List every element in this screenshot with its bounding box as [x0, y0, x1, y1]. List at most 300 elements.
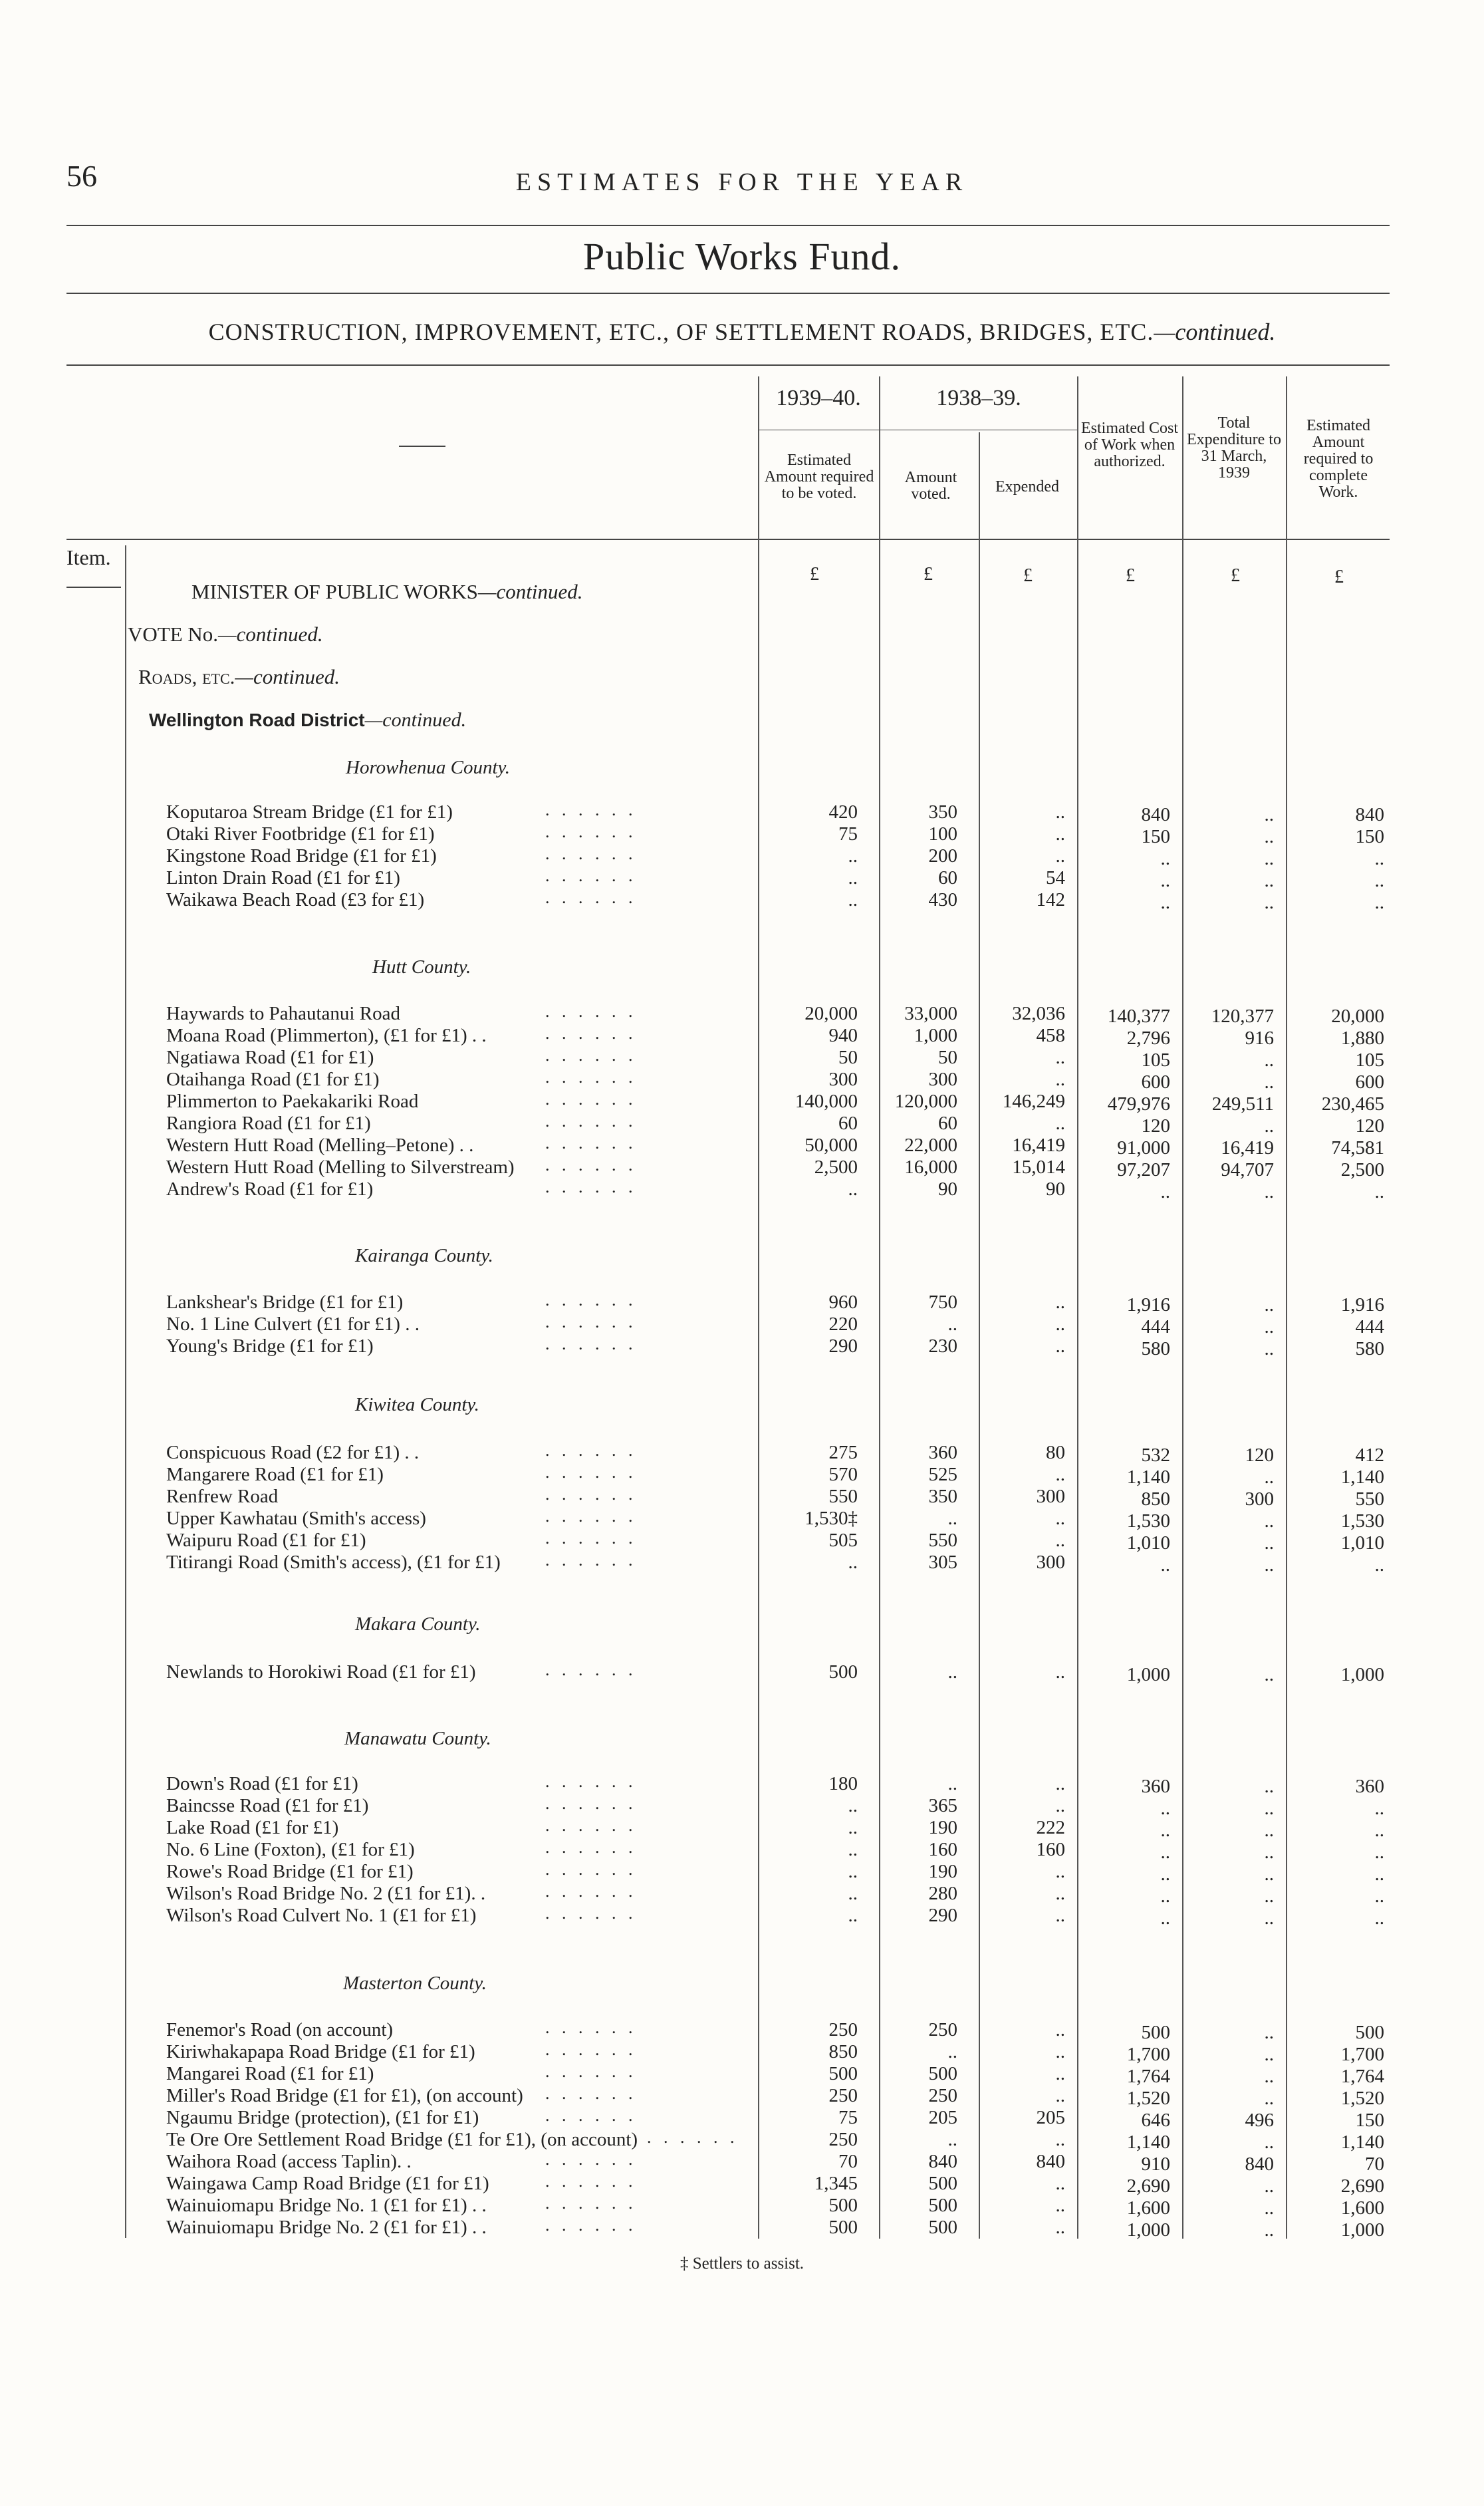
table-cell: ..: [1374, 1885, 1384, 1907]
leader-dots: . . . . . .: [545, 1528, 637, 1548]
table-cell: 250: [828, 2129, 858, 2150]
table-cell: ..: [848, 1883, 858, 1904]
table-cell: ..: [947, 1314, 957, 1335]
table-cell: 120,000: [894, 1091, 957, 1112]
leader-dots: . . . . . .: [545, 800, 637, 819]
table-cell: ..: [1055, 2173, 1065, 2194]
table-cell: 2,500: [1340, 1159, 1384, 1181]
header-estimated-amount: Estimated Amount required to be voted.: [764, 452, 874, 502]
county-heading: Manawatu County.: [344, 1728, 491, 1749]
table-cell: ..: [1264, 2066, 1274, 2087]
table-cell: ..: [848, 867, 858, 889]
table-cell: 496: [1245, 2110, 1274, 2131]
table-cell: 205: [1036, 2107, 1065, 2128]
table-cell: 140,377: [1107, 1006, 1170, 1027]
table-cell: 50: [938, 1047, 957, 1068]
table-cell: 600: [1141, 1071, 1170, 1093]
table-cell: 360: [928, 1442, 957, 1463]
table-cell: 840: [1141, 804, 1170, 825]
table-cell: 1,520: [1340, 2088, 1384, 2109]
leader-dots: . . . . . .: [545, 1312, 637, 1331]
table-row-name: Waipuru Road (£1 for £1): [166, 1530, 366, 1551]
table-row-name: Down's Road (£1 for £1): [166, 1773, 358, 1794]
table-row-name: Titirangi Road (Smith's access), (£1 for £1): [166, 1552, 501, 1573]
unit-col-3: £: [1023, 565, 1033, 586]
table-cell: 550: [928, 1530, 957, 1551]
table-cell: ..: [1264, 892, 1274, 913]
leader-dots: . . . . . .: [545, 1484, 637, 1504]
table-cell: ..: [1264, 1798, 1274, 1819]
table-cell: ..: [947, 1508, 957, 1529]
table-cell: ..: [1374, 1907, 1384, 1929]
table-row-name: Upper Kawhatau (Smith's access): [166, 1508, 426, 1529]
table-cell: ..: [1160, 1907, 1170, 1929]
table-cell: ..: [1264, 1532, 1274, 1554]
table-cell: ..: [848, 1552, 858, 1573]
table-cell: 500: [1141, 2022, 1170, 2043]
table-cell: ..: [1055, 1464, 1065, 1485]
table-cell: ..: [1264, 870, 1274, 891]
leader-dots: . . . . . .: [545, 1089, 637, 1109]
table-cell: 1,700: [1126, 2044, 1170, 2065]
table-cell: 290: [928, 1905, 957, 1926]
table-cell: 250: [928, 2019, 957, 2040]
table-cell: 290: [828, 1335, 858, 1357]
table-cell: 2,690: [1126, 2175, 1170, 2197]
county-heading: Hutt County.: [372, 956, 471, 978]
table-row-name: Wilson's Road Culvert No. 1 (£1 for £1): [166, 1905, 477, 1926]
table-cell: ..: [1055, 1314, 1065, 1335]
table-cell: 90: [938, 1179, 957, 1200]
county-heading: Kiwitea County.: [355, 1394, 479, 1415]
table-cell: 1,140: [1340, 2132, 1384, 2153]
table-cell: ..: [1055, 1773, 1065, 1794]
leader-dots: . . . . . .: [545, 1860, 637, 1879]
table-cell: ..: [1160, 1885, 1170, 1907]
leader-dots: . . . . . .: [545, 1334, 637, 1353]
table-cell: ..: [1264, 1820, 1274, 1841]
leader-dots: . . . . . .: [545, 2018, 637, 2037]
table-cell: 458: [1036, 1025, 1065, 1046]
leader-dots: . . . . . .: [545, 1881, 637, 1901]
table-cell: 140,000: [795, 1091, 858, 1112]
leader-dots: . . . . . .: [545, 1002, 637, 1021]
table-cell: 412: [1355, 1445, 1384, 1466]
leader-dots: . . . . . .: [545, 1550, 637, 1570]
table-cell: ..: [1160, 870, 1170, 891]
table-cell: 500: [828, 2217, 858, 2238]
table-cell: 916: [1245, 1028, 1274, 1049]
table-cell: 50,000: [804, 1135, 858, 1156]
table-row-name: Fenemor's Road (on account): [166, 2019, 394, 2040]
table-cell: ..: [1264, 1510, 1274, 1532]
table-cell: 2,500: [814, 1157, 858, 1178]
table-cell: 525: [928, 1464, 957, 1485]
table-cell: 430: [928, 889, 957, 910]
table-cell: 20,000: [804, 1003, 858, 1024]
table-cell: ..: [1055, 845, 1065, 867]
table-cell: ..: [1264, 1338, 1274, 1359]
unit-col-1: £: [810, 564, 819, 585]
leader-dots: . . . . . .: [545, 1441, 637, 1460]
leader-dots: . . . . . .: [545, 1816, 637, 1835]
table-cell: ..: [1374, 1181, 1384, 1202]
table-cell: 120: [1245, 1445, 1274, 1466]
table-cell: 2,690: [1340, 2175, 1384, 2197]
table-cell: ..: [1264, 2088, 1274, 2109]
table-cell: ..: [947, 2129, 957, 2150]
table-cell: 1,345: [814, 2173, 858, 2194]
table-cell: 80: [1046, 1442, 1065, 1463]
table-cell: 1,600: [1126, 2197, 1170, 2219]
table-cell: ..: [1055, 1905, 1065, 1926]
table-row-name: Waihora Road (access Taplin). .: [166, 2151, 412, 2172]
table-cell: ..: [1264, 1071, 1274, 1093]
table-cell: ..: [1055, 1883, 1065, 1904]
table-cell: 16,419: [1012, 1135, 1065, 1156]
table-cell: 150: [1355, 2110, 1384, 2131]
roads-heading: Roads, etc.—continued.: [138, 665, 340, 688]
table-cell: ..: [1055, 2063, 1065, 2084]
table-cell: 646: [1141, 2110, 1170, 2131]
table-cell: 97,207: [1117, 1159, 1170, 1181]
page-number: 56: [66, 159, 97, 193]
leader-dots: . . . . . .: [545, 1133, 637, 1153]
table-row-name: Western Hutt Road (Melling to Silverstream): [166, 1157, 515, 1178]
table-cell: ..: [848, 1839, 858, 1860]
table-cell: 479,976: [1107, 1093, 1170, 1115]
table-row-name: Ngaumu Bridge (protection), (£1 for £1): [166, 2107, 479, 2128]
table-cell: 60: [838, 1113, 858, 1134]
table-cell: 850: [828, 2041, 858, 2062]
table-cell: ..: [1374, 892, 1384, 913]
table-cell: ..: [1264, 1554, 1274, 1576]
table-cell: 840: [1036, 2151, 1065, 2172]
table-cell: ..: [848, 1179, 858, 1200]
table-row-name: Western Hutt Road (Melling–Petone) . .: [166, 1135, 474, 1156]
unit-col-4: £: [1126, 565, 1135, 586]
table-cell: ..: [1160, 892, 1170, 913]
table-cell: 190: [928, 1861, 957, 1882]
table-cell: ..: [1264, 1049, 1274, 1071]
table-cell: ..: [1055, 1047, 1065, 1068]
table-cell: 1,700: [1340, 2044, 1384, 2065]
leader-dots: . . . . . .: [545, 1462, 637, 1482]
rule-top: [66, 225, 1390, 226]
table-row-name: Wainuiomapu Bridge No. 2 (£1 for £1) . .: [166, 2217, 487, 2238]
leader-dots: . . . . . .: [545, 844, 637, 863]
table-cell: ..: [848, 1817, 858, 1838]
table-cell: ..: [1160, 1181, 1170, 1202]
table-cell: 500: [1355, 2022, 1384, 2043]
county-heading: Horowhenua County.: [346, 757, 511, 778]
leader-dots: . . . . . .: [545, 2040, 637, 2059]
header-estimated-cost: Estimated Cost of Work when authorized.: [1081, 420, 1178, 470]
county-heading: Makara County.: [355, 1613, 481, 1635]
table-cell: 500: [828, 1661, 858, 1683]
table-cell: ..: [1055, 2129, 1065, 2150]
table-row-name: Waingawa Camp Road Bridge (£1 for £1): [166, 2173, 489, 2194]
table-cell: 580: [1355, 1338, 1384, 1359]
table-cell: 105: [1355, 1049, 1384, 1071]
unit-col-5: £: [1231, 565, 1240, 586]
table-row-name: Conspicuous Road (£2 for £1) . .: [166, 1442, 420, 1463]
table-cell: 146,249: [1002, 1091, 1065, 1112]
table-cell: 60: [938, 1113, 957, 1134]
table-cell: 120: [1355, 1115, 1384, 1137]
table-cell: ..: [1264, 1181, 1274, 1202]
county-heading: Kairanga County.: [355, 1245, 493, 1266]
table-cell: 1,600: [1340, 2197, 1384, 2219]
table-row-name: Wilson's Road Bridge No. 2 (£1 for £1). .: [166, 1883, 486, 1904]
table-row-name: Linton Drain Road (£1 for £1): [166, 867, 400, 889]
table-cell: 750: [928, 1292, 957, 1313]
leader-dots: . . . . . .: [545, 2106, 637, 2125]
table-cell: ..: [848, 889, 858, 910]
table-cell: 54: [1046, 867, 1065, 889]
table-cell: ..: [1264, 848, 1274, 869]
table-cell: ..: [1264, 1907, 1274, 1929]
table-cell: 580: [1141, 1338, 1170, 1359]
table-cell: 222: [1036, 1817, 1065, 1838]
table-cell: 1,880: [1340, 1028, 1384, 1049]
leader-dots: . . . . . .: [545, 1660, 637, 1679]
table-row-name: No. 6 Line (Foxton), (£1 for £1): [166, 1839, 415, 1860]
header-1938-39: 1938–39.: [936, 386, 1021, 410]
table-row-name: No. 1 Line Culvert (£1 for £1) . .: [166, 1314, 420, 1335]
leader-dots: . . . . . .: [545, 1024, 637, 1043]
table-row-name: Rangiora Road (£1 for £1): [166, 1113, 371, 1134]
table-row-name: Wainuiomapu Bridge No. 1 (£1 for £1) . .: [166, 2195, 487, 2216]
table-cell: 15,014: [1012, 1157, 1065, 1178]
table-cell: 850: [1141, 1488, 1170, 1510]
table-cell: 360: [1355, 1776, 1384, 1797]
table-cell: 500: [928, 2217, 957, 2238]
table-cell: ..: [1055, 1292, 1065, 1313]
table-cell: ..: [1264, 2044, 1274, 2065]
table-cell: ..: [1055, 1861, 1065, 1882]
table-cell: 1,140: [1340, 1466, 1384, 1488]
leader-dots: . . . . . .: [545, 1155, 637, 1175]
footnote: ‡ Settlers to assist.: [680, 2255, 804, 2273]
table-cell: 32,036: [1012, 1003, 1065, 1024]
leader-dots: . . . . . .: [545, 2193, 637, 2213]
item-underline: [66, 587, 121, 588]
unit-col-2: £: [924, 564, 933, 585]
table-cell: 16,000: [904, 1157, 957, 1178]
leader-dots: . . . . . .: [545, 1794, 637, 1813]
table-cell: 120: [1141, 1115, 1170, 1137]
table-cell: 160: [928, 1839, 957, 1860]
table-row-name: Andrew's Road (£1 for £1): [166, 1179, 374, 1200]
table-cell: ..: [848, 1861, 858, 1882]
table-cell: 230,465: [1321, 1093, 1384, 1115]
table-cell: ..: [1160, 1820, 1170, 1841]
table-row-name: Lake Road (£1 for £1): [166, 1817, 339, 1838]
table-cell: ..: [1264, 1466, 1274, 1488]
table-cell: ..: [1374, 870, 1384, 891]
particulars-dash: [399, 446, 445, 447]
table-cell: ..: [1264, 1294, 1274, 1316]
table-cell: 1,000: [1126, 1664, 1170, 1685]
fund-title: Public Works Fund.: [583, 235, 901, 278]
table-cell: ..: [1264, 1115, 1274, 1137]
table-cell: ..: [1264, 1864, 1274, 1885]
leader-dots: . . . . . .: [545, 822, 637, 841]
table-cell: 33,000: [904, 1003, 957, 1024]
col-rule-6: [1286, 376, 1287, 2239]
table-row-name: Ngatiawa Road (£1 for £1): [166, 1047, 374, 1068]
minister-heading: MINISTER OF PUBLIC WORKS—continued.: [191, 580, 583, 603]
table-cell: 300: [1036, 1486, 1065, 1507]
table-cell: ..: [1264, 1664, 1274, 1685]
leader-dots: . . . . . .: [545, 1290, 637, 1310]
table-cell: 230: [928, 1335, 957, 1357]
table-cell: 1,140: [1126, 1466, 1170, 1488]
vote-heading: VOTE No.—continued.: [128, 623, 323, 646]
table-cell: ..: [1055, 1530, 1065, 1551]
table-cell: 100: [928, 823, 957, 845]
table-cell: 150: [1141, 826, 1170, 847]
table-cell: 250: [828, 2019, 858, 2040]
table-cell: 20,000: [1331, 1006, 1384, 1027]
table-cell: 1,764: [1126, 2066, 1170, 2087]
table-cell: 1,010: [1340, 1532, 1384, 1554]
table-cell: 1,530‡: [804, 1508, 858, 1529]
table-cell: 250: [928, 2085, 957, 2106]
table-cell: 600: [1355, 1071, 1384, 1093]
table-cell: 300: [1245, 1488, 1274, 1510]
table-cell: 160: [1036, 1839, 1065, 1860]
table-cell: ..: [1160, 848, 1170, 869]
header-expended: Expended: [995, 478, 1059, 495]
table-cell: 550: [1355, 1488, 1384, 1510]
table-cell: ..: [1374, 1798, 1384, 1819]
table-cell: 365: [928, 1795, 957, 1816]
table-cell: 1,000: [1340, 2219, 1384, 2241]
table-cell: ..: [1055, 2019, 1065, 2040]
table-cell: 120,377: [1211, 1006, 1274, 1027]
table-row-name: Young's Bridge (£1 for £1): [166, 1335, 374, 1357]
table-cell: 570: [828, 1464, 858, 1485]
leader-dots: . . . . . .: [545, 888, 637, 907]
table-cell: ..: [1264, 1316, 1274, 1337]
leader-dots: . . . . . .: [545, 2150, 637, 2169]
table-row-name: Miller's Road Bridge (£1 for £1), (on account): [166, 2085, 523, 2106]
table-cell: 75: [838, 823, 858, 845]
leader-dots: . . . . . .: [545, 1067, 637, 1087]
table-cell: 142: [1036, 889, 1065, 910]
table-cell: 550: [828, 1486, 858, 1507]
table-cell: 300: [828, 1069, 858, 1090]
table-row-name: Te Ore Ore Settlement Road Bridge (£1 for £1), (on account): [166, 2129, 638, 2150]
leader-dots: . . . . . .: [545, 1045, 637, 1065]
table-cell: ..: [1264, 2132, 1274, 2153]
table-cell: 960: [828, 1292, 858, 1313]
table-cell: 50: [838, 1047, 858, 1068]
county-heading: Masterton County.: [343, 1973, 487, 1994]
rule-under-title: [66, 293, 1390, 294]
table-row-name: Plimmerton to Paekakariki Road: [166, 1091, 419, 1112]
table-cell: 840: [928, 2151, 957, 2172]
table-row-name: Otaihanga Road (£1 for £1): [166, 1069, 380, 1090]
table-row-name: Haywards to Pahautanui Road: [166, 1003, 400, 1024]
table-row-name: Newlands to Horokiwi Road (£1 for £1): [166, 1661, 476, 1683]
table-row-name: Moana Road (Plimmerton), (£1 for £1) . .: [166, 1025, 487, 1046]
table-subtitle: CONSTRUCTION, IMPROVEMENT, ETC., OF SETTLEMENT ROADS, BRIDGES, ETC.—continued.: [208, 319, 1276, 345]
table-cell: ..: [1055, 1335, 1065, 1357]
table-cell: ..: [947, 2041, 957, 2062]
table-cell: ..: [848, 845, 858, 867]
table-row-name: Lankshear's Bridge (£1 for £1): [166, 1292, 404, 1313]
table-row-name: Otaki River Footbridge (£1 for £1): [166, 823, 435, 845]
table-cell: 74,581: [1331, 1137, 1384, 1159]
table-cell: 505: [828, 1530, 858, 1551]
table-cell: 1,000: [914, 1025, 957, 1046]
table-cell: ..: [1055, 2217, 1065, 2238]
table-cell: 500: [928, 2173, 957, 2194]
table-cell: ..: [1264, 804, 1274, 825]
leader-dots: . . . . . .: [545, 1177, 637, 1196]
table-cell: 220: [828, 1314, 858, 1335]
table-cell: ..: [947, 1661, 957, 1683]
table-row-name: Waikawa Beach Road (£3 for £1): [166, 889, 425, 910]
table-cell: 70: [838, 2151, 858, 2172]
table-cell: 190: [928, 1817, 957, 1838]
table-cell: 1,000: [1126, 2219, 1170, 2241]
running-head: ESTIMATES FOR THE YEAR: [515, 168, 969, 196]
table-cell: 22,000: [904, 1135, 957, 1156]
table-cell: ..: [1374, 1554, 1384, 1576]
table-cell: 1,916: [1340, 1294, 1384, 1316]
table-cell: 1,916: [1126, 1294, 1170, 1316]
table-cell: ..: [1055, 1508, 1065, 1529]
table-cell: 1,140: [1126, 2132, 1170, 2153]
table-cell: 444: [1141, 1316, 1170, 1337]
item-label: Item.: [66, 545, 111, 569]
table-cell: 840: [1355, 804, 1384, 825]
table-cell: 249,511: [1211, 1093, 1274, 1115]
table-cell: ..: [1160, 1798, 1170, 1819]
table-cell: ..: [1264, 2197, 1274, 2219]
table-cell: ..: [1055, 2041, 1065, 2062]
leader-dots: . . . . . .: [545, 1111, 637, 1131]
table-cell: ..: [1264, 1885, 1274, 1907]
table-cell: 305: [928, 1552, 957, 1573]
table-cell: 94,707: [1221, 1159, 1274, 1181]
table-cell: 1,764: [1340, 2066, 1384, 2087]
table-cell: 1,000: [1340, 1664, 1384, 1685]
leader-dots: . . . . . .: [545, 1903, 637, 1923]
table-cell: ..: [1160, 1554, 1170, 1576]
table-cell: ..: [1374, 1820, 1384, 1841]
table-cell: 105: [1141, 1049, 1170, 1071]
leader-dots: . . . . . .: [545, 2171, 637, 2191]
table-cell: 91,000: [1117, 1137, 1170, 1159]
table-cell: 180: [828, 1773, 858, 1794]
table-cell: 444: [1355, 1316, 1384, 1337]
table-cell: 350: [928, 1486, 957, 1507]
leader-dots: . . . . . .: [545, 1506, 637, 1526]
table-cell: ..: [1374, 848, 1384, 869]
table-cell: 500: [828, 2195, 858, 2216]
table-cell: 300: [1036, 1552, 1065, 1573]
table-cell: ..: [1264, 1776, 1274, 1797]
table-cell: ..: [947, 1773, 957, 1794]
table-cell: ..: [1264, 2022, 1274, 2043]
table-cell: ..: [1374, 1842, 1384, 1863]
table-cell: 16,419: [1221, 1137, 1274, 1159]
